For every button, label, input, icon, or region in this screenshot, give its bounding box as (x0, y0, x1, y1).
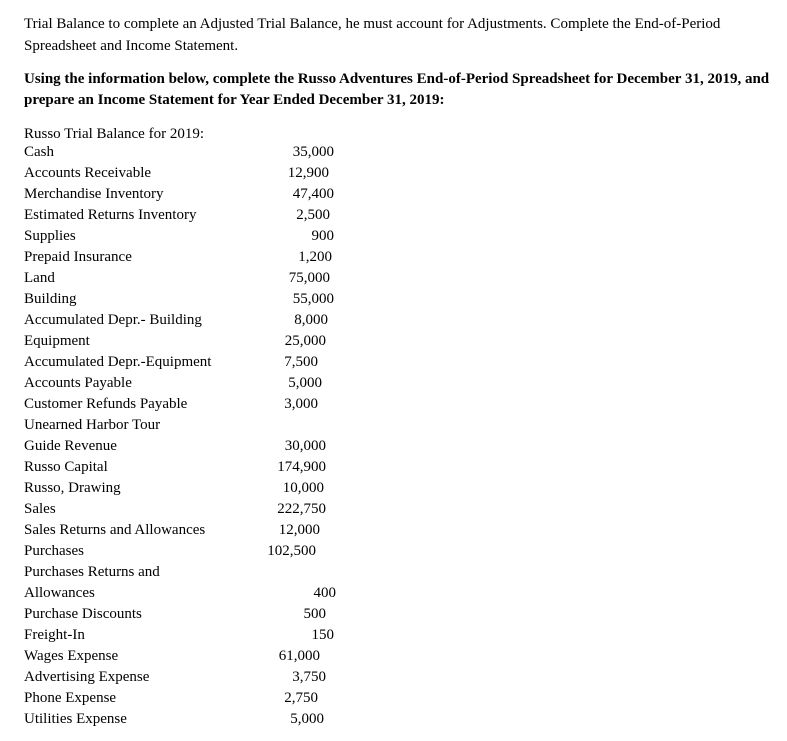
account-row (24, 331, 344, 352)
account-row (24, 268, 344, 289)
account-row (24, 247, 344, 268)
account-label: Guide Revenue (24, 438, 117, 454)
account-amount: 150 (311, 627, 334, 643)
account-row (24, 583, 344, 604)
account-row (24, 478, 344, 499)
account-row (24, 289, 344, 310)
account-amount: 75,000 (288, 270, 330, 286)
account-row (24, 457, 344, 478)
account-amount: 2,750 (284, 690, 318, 706)
account-label: Purchases (24, 543, 84, 559)
account-label: Customer Refunds Payable (24, 396, 188, 412)
account-row (24, 625, 344, 646)
account-row (24, 562, 344, 583)
account-row (24, 688, 344, 709)
account-amount: 3,750 (292, 669, 326, 685)
account-amount: 174,900 (277, 459, 326, 475)
account-label: Wages Expense (24, 648, 119, 664)
account-row (24, 373, 344, 394)
account-label: Sales Returns and Allowances (24, 522, 206, 538)
account-label: Purchases Returns and (24, 564, 160, 580)
account-row (24, 205, 344, 226)
intro-paragraph: Trial Balance to complete an Adjusted Trial Balance, he must account for Adjustments. Complete the End-of-Period Spreadsheet and Income Statement. (24, 16, 721, 54)
account-label: Accounts Receivable (24, 165, 152, 181)
account-label: Sales (24, 501, 56, 517)
account-amount: 8,000 (294, 312, 328, 328)
account-row (24, 142, 344, 163)
account-label: Purchase Discounts (24, 606, 142, 622)
account-amount: 10,000 (282, 480, 324, 496)
account-label: Advertising Expense (24, 669, 150, 685)
account-label: Cash (24, 144, 54, 160)
account-label: Equipment (24, 333, 90, 349)
account-row (24, 646, 344, 667)
account-amount: 12,900 (287, 165, 329, 181)
account-amount: 61,000 (278, 648, 320, 664)
account-amount: 7,500 (284, 354, 318, 370)
account-label: Prepaid Insurance (24, 249, 132, 265)
account-label: Phone Expense (24, 690, 117, 706)
account-row (24, 394, 344, 415)
account-amount: 900 (311, 228, 334, 244)
account-amount: 25,000 (284, 333, 326, 349)
account-row (24, 415, 344, 436)
account-label: Russo, Drawing (24, 480, 121, 496)
account-label: Land (24, 270, 55, 286)
account-label: Accumulated Depr.- Building (24, 312, 202, 328)
account-label: Estimated Returns Inventory (24, 207, 197, 223)
account-label: Accounts Payable (24, 375, 132, 391)
account-amount: 500 (303, 606, 326, 622)
account-row (24, 163, 344, 184)
account-row (24, 520, 344, 541)
account-label: Freight-In (24, 627, 85, 643)
account-label: Unearned Harbor Tour (24, 417, 161, 433)
instruction-heading: Using the information below, complete the Russo Adventures End-of-Period Spreadsheet for December 31, 2019, and prepare an Income Statement for Year Ended December 31, 2019: (24, 71, 770, 108)
account-row (24, 436, 344, 457)
account-label: Merchandise Inventory (24, 186, 164, 202)
account-amount: 222,750 (277, 501, 326, 517)
account-label: Building (24, 291, 77, 307)
account-amount: 3,000 (284, 396, 318, 412)
account-row (24, 310, 344, 331)
account-label: Supplies (24, 228, 76, 244)
account-amount: 1,200 (298, 249, 332, 265)
account-amount: 30,000 (284, 438, 326, 454)
trial-balance-title: Russo Trial Balance for 2019: (24, 126, 204, 142)
account-amount: 5,000 (290, 711, 324, 727)
account-amount: 47,400 (292, 186, 334, 202)
account-label: Utilities Expense (24, 711, 127, 727)
account-row (24, 667, 344, 688)
account-label: Allowances (24, 585, 95, 601)
account-amount: 2,500 (296, 207, 330, 223)
account-amount: 102,500 (267, 543, 316, 559)
account-row (24, 541, 344, 562)
account-amount: 12,000 (278, 522, 320, 538)
account-row (24, 604, 344, 625)
account-row (24, 184, 344, 205)
account-amount: 35,000 (292, 144, 334, 160)
account-amount: 55,000 (292, 291, 334, 307)
account-amount: 5,000 (288, 375, 322, 391)
account-row (24, 499, 344, 520)
account-row (24, 352, 344, 373)
account-label: Accumulated Depr.-Equipment (24, 354, 212, 370)
account-amount: 400 (313, 585, 336, 601)
account-label: Russo Capital (24, 459, 108, 475)
account-row (24, 709, 344, 730)
account-row (24, 226, 344, 247)
